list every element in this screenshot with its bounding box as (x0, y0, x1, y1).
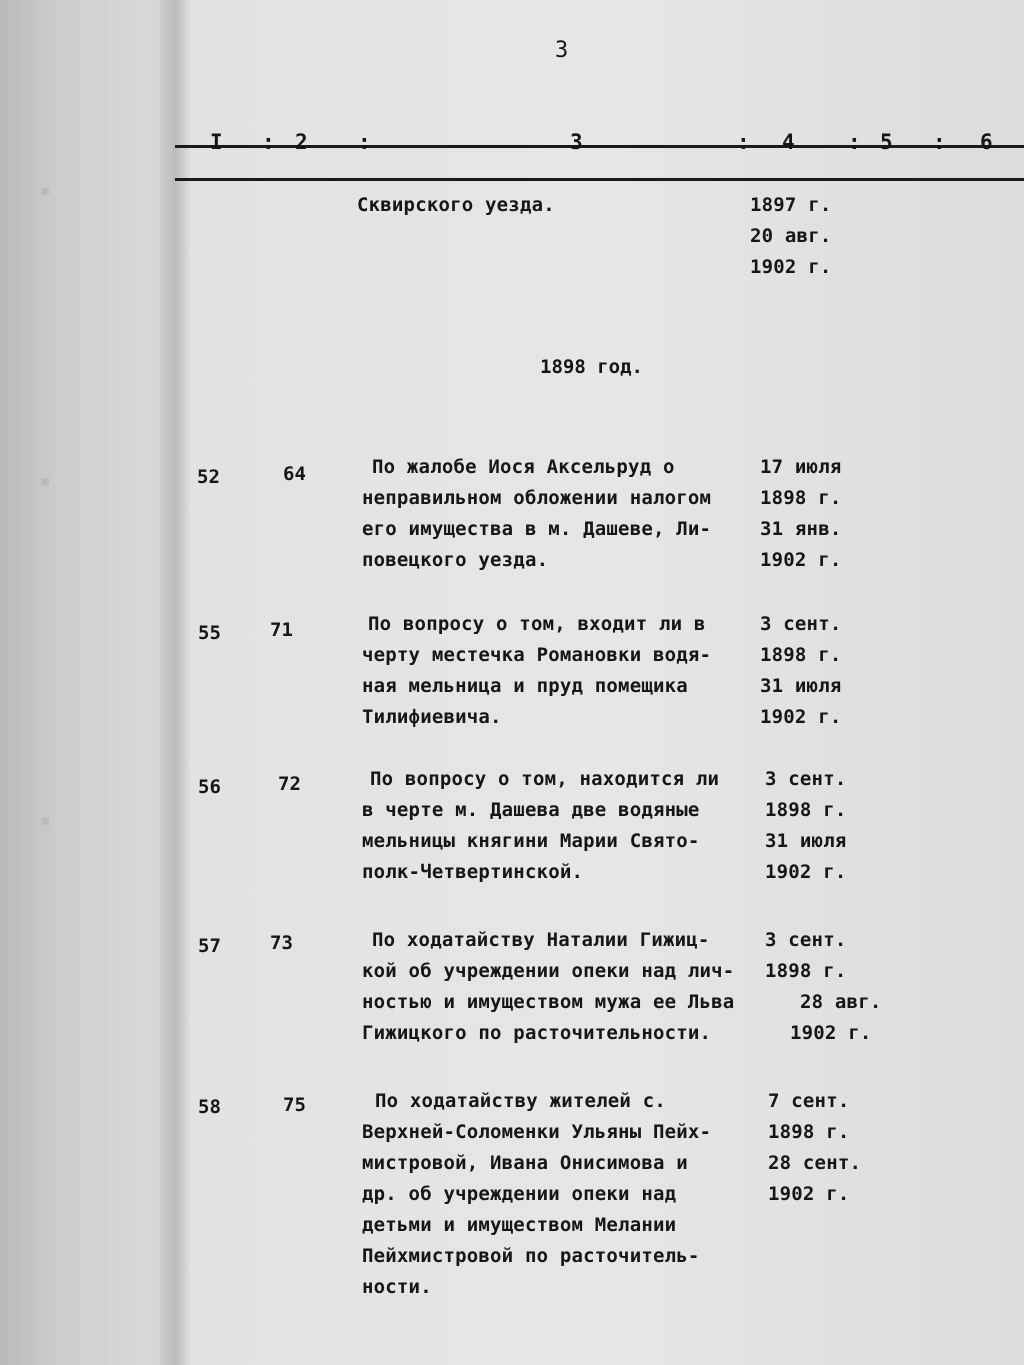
entry-date-line: 3 сент. (765, 929, 847, 951)
entry-date-line: 1898 г. (760, 644, 842, 666)
entry-text-line: По вопросу о том, входит ли в (368, 613, 706, 635)
entry-file-number: 64 (283, 463, 306, 485)
entry-date-line: 31 янв. (760, 518, 842, 540)
entry-date-line: 3 сент. (760, 613, 842, 635)
entry-file-number: 75 (283, 1094, 306, 1116)
entry-text-line: ности. (362, 1276, 432, 1298)
header-sep-5: : (933, 130, 946, 154)
entry-date-line: 1898 г. (765, 960, 847, 982)
entry-text-line: др. об учреждении опеки над (362, 1183, 677, 1205)
entry-file-number: 71 (270, 619, 293, 641)
entry-date-line: 1898 г. (768, 1121, 850, 1143)
entry-text-line: кой об учреждении опеки над лич- (362, 960, 735, 982)
page-gutter-shadow (160, 0, 190, 1365)
entry-text-line: мистровой, Ивана Онисимова и (362, 1152, 688, 1174)
entry-number: 57 (198, 935, 221, 957)
entry-date-line: 1902 г. (765, 861, 847, 883)
entry-date-line: 1902 г. (790, 1022, 872, 1044)
entry-date-line: 28 авг. (800, 991, 882, 1013)
entry-text-line: его имущества в м. Дашеве, Ли- (362, 518, 712, 540)
entry-text-line: Верхней-Соломенки Ульяны Пейх- (362, 1121, 712, 1143)
entry-text-line: повецкого уезда. (362, 549, 549, 571)
entry-date-line: 1898 г. (760, 487, 842, 509)
page-number: 3 (555, 38, 569, 63)
entry-date-line: 17 июля (760, 456, 842, 478)
entry-text-line: в черте м. Дашева две водяные (362, 799, 700, 821)
header-col-1: I (210, 130, 223, 154)
header-sep-2: : (358, 130, 371, 154)
header-col-4: 4 (782, 130, 795, 154)
entry-number: 58 (198, 1096, 221, 1118)
header-sep-1: : (262, 130, 275, 154)
header-col-2: 2 (295, 130, 308, 154)
entry-text-line: По ходатайству Наталии Гижиц- (372, 929, 710, 951)
bleed-through-mark: ▪ (40, 810, 51, 831)
entry-file-number: 72 (278, 773, 301, 795)
entry-text-line: По жалобе Иося Аксельруд о (372, 456, 675, 478)
header-col-3: 3 (570, 130, 583, 154)
header-sep-4: : (848, 130, 861, 154)
entry-number: 56 (198, 776, 221, 798)
continuation-date-2: 20 авг. (750, 225, 832, 247)
entry-date-line: 31 июля (760, 675, 842, 697)
entry-text-line: По вопросу о том, находится ли (370, 768, 720, 790)
continuation-date-1: 1897 г. (750, 194, 832, 216)
entry-number: 52 (197, 466, 220, 488)
entry-date-line: 1902 г. (768, 1183, 850, 1205)
continuation-date-3: 1902 г. (750, 256, 832, 278)
entry-date-line: 3 сент. (765, 768, 847, 790)
entry-text-line: Пейхмистровой по расточитель- (362, 1245, 700, 1267)
entry-date-line: 7 сент. (768, 1090, 850, 1112)
entry-date-line: 28 сент. (768, 1152, 862, 1174)
entry-number: 55 (198, 622, 221, 644)
entry-text-line: неправильном обложении налогом (362, 487, 712, 509)
entry-date-line: 31 июля (765, 830, 847, 852)
entry-text-line: По ходатайству жителей с. (375, 1090, 666, 1112)
entry-file-number: 73 (270, 932, 293, 954)
header-col-5: 5 (880, 130, 893, 154)
header-col-6: 6 (980, 130, 993, 154)
entry-text-line: детьми и имуществом Мелании (362, 1214, 677, 1236)
continuation-text: Сквирского уезда. (357, 194, 555, 216)
entry-text-line: полк-Четвертинской. (362, 861, 584, 883)
entry-text-line: ностью и имуществом мужа ее Льва (362, 991, 735, 1013)
bleed-through-mark: ▪ (40, 180, 51, 201)
header-sep-3: : (737, 130, 750, 154)
entry-date-line: 1902 г. (760, 706, 842, 728)
entry-text-line: черту местечка Романовки водя- (362, 644, 712, 666)
year-heading: 1898 год. (540, 356, 643, 378)
entry-text-line: Гижицкого по расточительности. (362, 1022, 712, 1044)
entry-text-line: Тилифиевича. (362, 706, 502, 728)
entry-date-line: 1898 г. (765, 799, 847, 821)
entry-text-line: ная мельница и пруд помещика (362, 675, 688, 697)
entry-text-line: мельницы княгини Марии Свято- (362, 830, 700, 852)
entry-date-line: 1902 г. (760, 549, 842, 571)
header-rule-bottom (175, 178, 1024, 181)
bleed-through-mark: ▪ (40, 470, 51, 491)
